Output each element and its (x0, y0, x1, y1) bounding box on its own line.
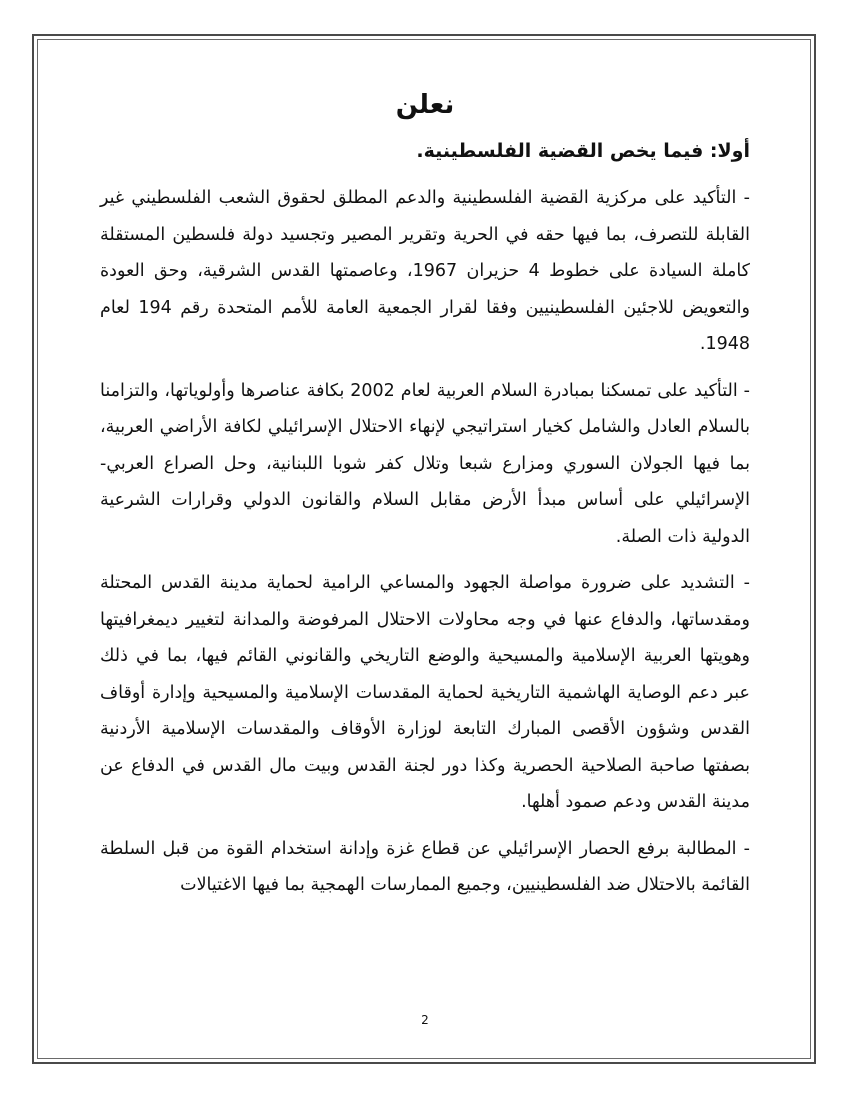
paragraph-peace-initiative: - التأكيد على تمسكنا بمبادرة السلام العربية لعام 2002 بكافة عناصرها وأولوياتها، والتزامنا بالسلام العادل والشامل كخيار استراتيجي لإنهاء الاحتلال الإسرائيلي لكافة الأراضي العربية، بما فيها الجولان السوري ومزارع شبعا وتلال كفر شوبا اللبنانية، وحل الصراع العربي-الإسرائيلي على أساس مبدأ الأرض مقابل السلام والقانون الدولي وقرارات الشرعية الدولية ذات الصلة. (100, 380, 750, 547)
paragraph-central-cause: - التأكيد على مركزية القضية الفلسطينية والدعم المطلق لحقوق الشعب الفلسطيني غير القابلة للتصرف، بما فيها حقه في الحرية وتقرير المصير وتجسيد دولة فلسطين المستقلة كاملة السيادة على خطوط 4 حزيران 1967، وعاصمتها القدس الشرقية، وحق العودة والتعويض للاجئين الفلسطينيين وفقا لقرار الجمعية العامة للأمم المتحدة رقم 194 لعام 1948. (100, 188, 751, 354)
document-body (100, 80, 750, 914)
page-number: 2 (421, 1013, 429, 1027)
section-heading: أولا: فيما يخص القضية الفلسطينية. (416, 140, 750, 162)
paragraph-gaza-siege: - المطالبة برفع الحصار الإسرائيلي عن قطاع غزة وإدانة استخدام القوة من قبل السلطة القائمة بالاحتلال ضد الفلسطينيين، وجميع الممارسات الهمجية بما فيها الاغتيالات (100, 838, 750, 895)
paragraph-jerusalem: - التشديد على ضرورة مواصلة الجهود والمساعي الرامية لحماية مدينة القدس المحتلة ومقدساتها، والدفاع عنها في وجه محاولات الاحتلال المرفوضة والمدانة لتغيير ديمغرافيتها وهويتها العربية الإسلامية والمسيحية والوضع التاريخي والقانوني القائم فيها، بما في ذلك عبر دعم الوصاية الهاشمية التاريخية لحماية المقدسات الإسلامية والمسيحية وإدارة أوقاف القدس وشؤون الأقصى المبارك التابعة لوزارة الأوقاف والمقدسات الإسلامية الأردنية بصفتها صاحبة الصلاحية الحصرية وكذا دور لجنة القدس وبيت مال القدس في الدفاع عن مدينة القدس ودعم صمود أهلها. (100, 573, 750, 812)
document-title: نعلن (395, 90, 455, 120)
